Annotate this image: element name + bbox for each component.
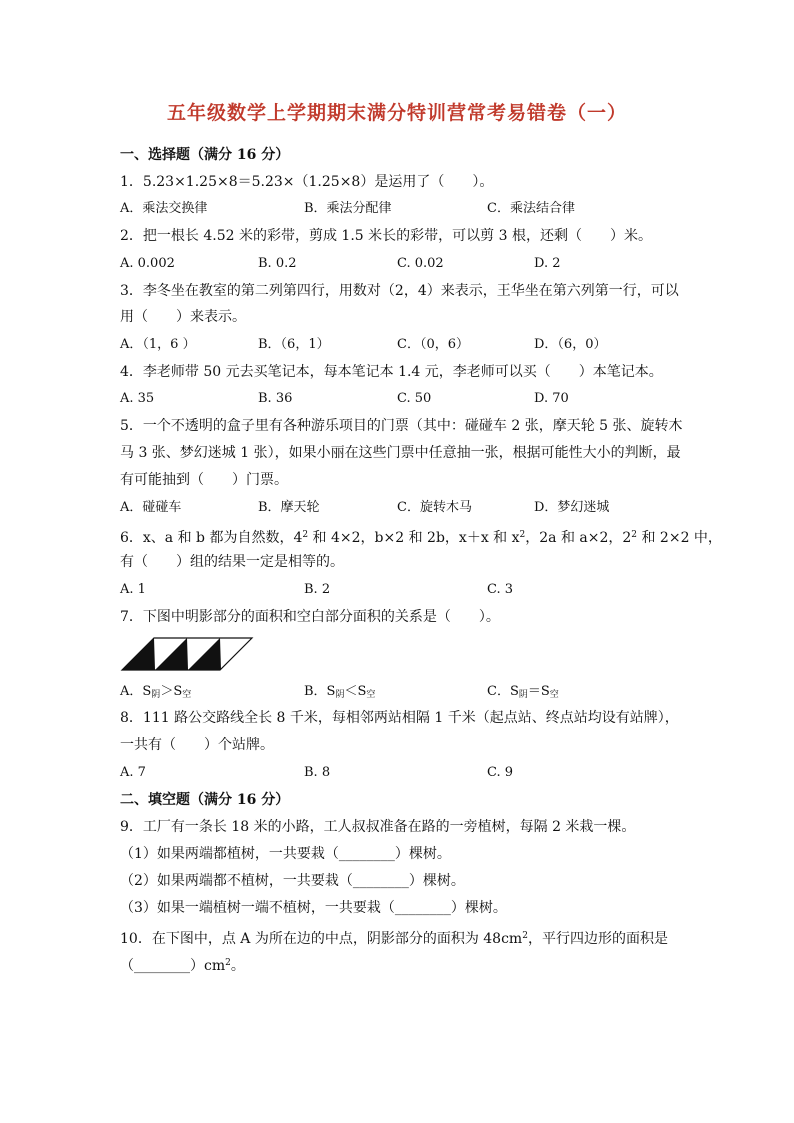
q3-option-c: C．（0，6） bbox=[397, 337, 469, 352]
q6-option-a: A. 1 bbox=[120, 582, 146, 597]
q7-option-b: B．$S_阴<S_空$ bbox=[304, 684, 376, 700]
question-6-line-2: 有（ ）组的结果一定是相等的。 bbox=[120, 554, 344, 570]
q4-option-a: A. 35 bbox=[120, 391, 155, 406]
section-heading-fill: 二、填空题（满分 16 分） bbox=[120, 792, 290, 808]
question-9-part-1: （1）如果两端都植树，一共要栽（________）棵树。 bbox=[120, 846, 451, 862]
q7-option-c: C．$S_阴=S_空$ bbox=[487, 684, 559, 700]
question-9-part-3: （3）如果一端植树一端不植树，一共要栽（________）棵树。 bbox=[120, 900, 507, 916]
question-5-line-3: 有可能抽到（ ）门票。 bbox=[120, 472, 288, 488]
q1-option-c: C．乘法结合律 bbox=[487, 201, 575, 216]
q5-option-b: B．摩天轮 bbox=[258, 500, 320, 515]
q2-option-b: B. 0.2 bbox=[258, 256, 297, 271]
q2-option-c: C. 0.02 bbox=[397, 256, 444, 271]
question-5-line-1: 5．一个不透明的盒子里有各种游乐项目的门票（其中：碰碰车 2 张，摩天轮 5 张、旋转木 bbox=[120, 418, 683, 434]
section-heading-choice: 一、选择题（满分 16 分） bbox=[120, 147, 290, 163]
q5-option-d: D．梦幻迷城 bbox=[534, 500, 610, 515]
question-5-line-2: 马 3 张、梦幻迷城 1 张），如果小丽在这些门票中任意抽一张，根据可能性大小的判断，最 bbox=[120, 445, 681, 461]
q3-option-d: D．（6，0） bbox=[534, 337, 607, 352]
q8-option-b: B. 8 bbox=[304, 765, 331, 780]
shaded-triangle-1 bbox=[122, 638, 155, 670]
q5-option-c: C．旋转木马 bbox=[397, 500, 472, 515]
question-8-line-1: 8．111 路公交路线全长 8 千米，每相邻两站相隔 1 千米（起点站、终点站均设有站牌）， bbox=[120, 710, 679, 726]
question-10-line-2: $(\_\_\_\_\_\_\_\_)cm^2$。 bbox=[120, 958, 245, 974]
q6-option-c: C. 3 bbox=[487, 582, 514, 597]
q3-option-b: B．（6，1） bbox=[258, 337, 330, 352]
q4-option-d: D. 70 bbox=[534, 391, 569, 406]
question-10-line-1: 10．在下图中，点 A 为所在边的中点，阴影部分的面积为 $48cm^2$，平行四边形的面积是 bbox=[120, 931, 668, 947]
q5-option-a: A．碰碰车 bbox=[120, 500, 182, 515]
question-4: 4．李老师带 50 元去买笔记本，每本笔记本 1.4 元，李老师可以买（ ）本笔记本。 bbox=[120, 364, 663, 380]
q4-option-b: B. 36 bbox=[258, 391, 293, 406]
question-9-part-2: （2）如果两端都不植树，一共要栽（________）棵树。 bbox=[120, 873, 465, 889]
q1-option-a: A．乘法交换律 bbox=[120, 201, 208, 216]
question-9: 9．工厂有一条长 18 米的小路，工人叔叔准备在路的一旁植树，每隔 2 米栽一棵。 bbox=[120, 819, 636, 835]
q2-option-a: A. 0.002 bbox=[120, 256, 175, 271]
page-title: 五年级数学上学期期末满分特训营常考易错卷（一） bbox=[166, 102, 627, 124]
parallelogram-triangles-figure bbox=[120, 636, 254, 672]
question-2: 2．把一根长 4.52 米的彩带，剪成 1.5 米长的彩带，可以剪 3 根，还剩（ ）米。 bbox=[120, 228, 652, 244]
question-8-line-2: 一共有（ ）个站牌。 bbox=[120, 737, 274, 753]
question-6-line-1: 6．x、a 和 b 都为自然数，$4^2$ 和 4×2，b×2 和 2b，x＋x 和 $x^2$，2a 和 a×2，$2^2$ 和 2×2 中， bbox=[120, 530, 722, 546]
q8-option-c: C. 9 bbox=[487, 765, 514, 780]
q2-option-d: D. 2 bbox=[534, 256, 561, 271]
q7-option-a: A．$S_阴>S_空$ bbox=[120, 684, 192, 700]
question-1: 1．5.23×1.25×8＝5.23×（1.25×8）是运用了（ ）。 bbox=[120, 174, 494, 190]
question-3-line-1: 3．李冬坐在教室的第二列第四行，用数对（2，4）来表示，王华坐在第六列第一行，可以 bbox=[120, 283, 679, 299]
question-7: 7．下图中明影部分的面积和空白部分面积的关系是（ ）。 bbox=[120, 609, 500, 625]
q1-option-b: B．乘法分配律 bbox=[304, 201, 392, 216]
q8-option-a: A. 7 bbox=[120, 765, 146, 780]
q6-option-b: B. 2 bbox=[304, 582, 331, 597]
q4-option-c: C. 50 bbox=[397, 391, 432, 406]
q3-option-a: A．（1，6 ） bbox=[120, 337, 196, 352]
question-3-line-2: 用（ ）来表示。 bbox=[120, 309, 246, 325]
